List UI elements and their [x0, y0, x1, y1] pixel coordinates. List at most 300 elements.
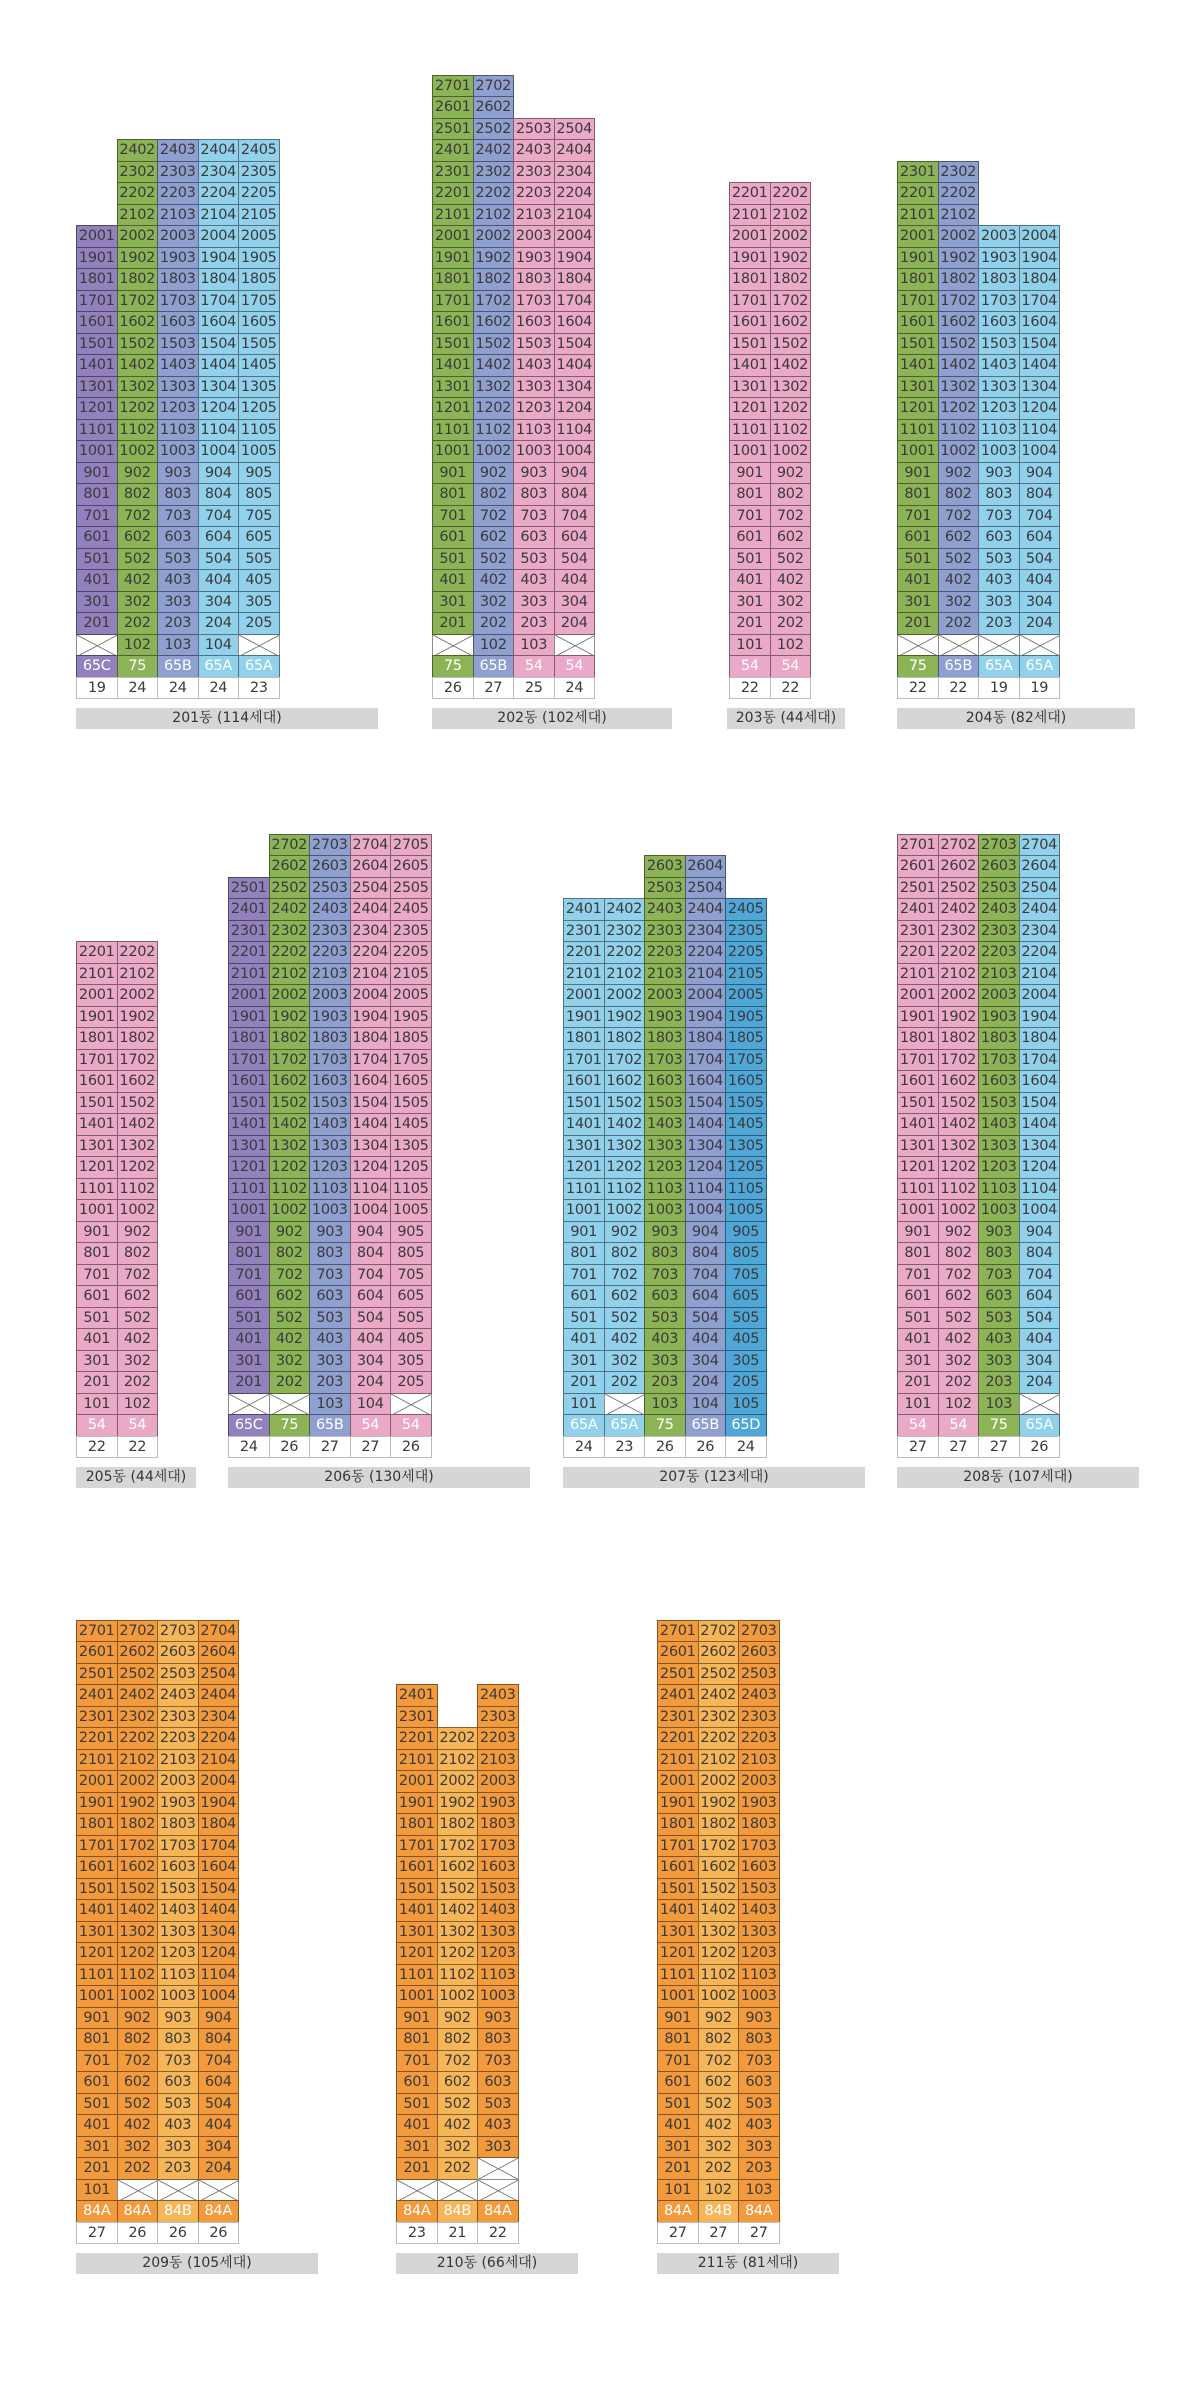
empty-unit — [437, 2179, 479, 2202]
unit-cell: 1205 — [390, 1156, 432, 1179]
unit-cell: 901 — [897, 462, 939, 485]
unit-cell: 2101 — [228, 963, 270, 986]
unit-type-cell: 65C — [228, 1414, 270, 1437]
unit-cell: 201 — [76, 1371, 118, 1394]
unit-cell: 602 — [770, 526, 812, 549]
unit-cell: 604 — [198, 2071, 240, 2094]
unit-cell: 2401 — [76, 1684, 118, 1707]
household-count-cell: 27 — [76, 2222, 118, 2245]
unit-cell: 902 — [698, 2007, 740, 2030]
unit-cell: 1301 — [432, 376, 474, 399]
unit-cell: 2202 — [117, 182, 159, 205]
unit-cell: 1704 — [350, 1049, 392, 1072]
unit-cell: 2301 — [76, 1706, 118, 1729]
unit-cell: 305 — [238, 591, 280, 614]
unit-cell: 1604 — [198, 1856, 240, 1879]
unit-cell: 104 — [198, 634, 240, 657]
unit-cell: 504 — [198, 2093, 240, 2116]
unit-cell: 1602 — [938, 311, 980, 334]
unit-cell: 701 — [76, 2050, 118, 2073]
no-unit-cross-icon — [1020, 1394, 1061, 1416]
household-count-cell: 21 — [437, 2222, 479, 2245]
unit-cell: 601 — [396, 2071, 438, 2094]
unit-cell: 2404 — [1019, 898, 1061, 921]
unit-cell: 1702 — [117, 1049, 159, 1072]
unit-cell: 803 — [309, 1242, 351, 1265]
household-count-cell: 27 — [738, 2222, 780, 2245]
unit-cell: 201 — [76, 612, 118, 635]
unit-cell: 1701 — [897, 290, 939, 313]
unit-cell: 1101 — [657, 1964, 699, 1987]
unit-cell: 2503 — [309, 877, 351, 900]
unit-cell: 1203 — [157, 1942, 199, 1965]
household-count-cell: 26 — [1019, 1436, 1061, 1459]
unit-cell: 905 — [238, 462, 280, 485]
unit-cell: 2102 — [437, 1749, 479, 1772]
unit-cell: 2602 — [698, 1641, 740, 1664]
empty-unit — [157, 2179, 199, 2202]
unit-cell: 2704 — [350, 834, 392, 857]
unit-cell: 301 — [76, 2136, 118, 2159]
unit-cell: 1503 — [157, 333, 199, 356]
unit-cell: 202 — [770, 612, 812, 635]
unit-cell: 1805 — [238, 268, 280, 291]
unit-cell: 1501 — [657, 1878, 699, 1901]
unit-cell: 601 — [76, 2071, 118, 2094]
unit-cell: 1702 — [604, 1049, 646, 1072]
unit-cell: 1202 — [269, 1156, 311, 1179]
unit-cell: 2204 — [554, 182, 596, 205]
unit-cell: 1103 — [513, 419, 555, 442]
unit-cell: 501 — [432, 548, 474, 571]
unit-type-cell: 65A — [978, 655, 1020, 678]
unit-cell: 2602 — [117, 1641, 159, 1664]
unit-cell: 1302 — [117, 1921, 159, 1944]
unit-cell: 2202 — [473, 182, 515, 205]
unit-cell: 503 — [477, 2093, 519, 2116]
unit-cell: 704 — [198, 505, 240, 528]
unit-cell: 1701 — [396, 1835, 438, 1858]
unit-cell: 1903 — [978, 1006, 1020, 1029]
unit-cell: 1202 — [117, 1942, 159, 1965]
unit-cell: 902 — [938, 1221, 980, 1244]
unit-cell: 801 — [76, 2028, 118, 2051]
unit-cell: 502 — [938, 1307, 980, 1330]
unit-cell: 604 — [685, 1285, 727, 1308]
unit-cell: 1904 — [685, 1006, 727, 1029]
unit-cell: 2302 — [117, 161, 159, 184]
unit-cell: 1102 — [117, 419, 159, 442]
unit-cell: 401 — [432, 569, 474, 592]
unit-cell: 404 — [1019, 569, 1061, 592]
unit-cell: 1302 — [437, 1921, 479, 1944]
unit-cell: 303 — [157, 2136, 199, 2159]
unit-cell: 703 — [309, 1264, 351, 1287]
unit-cell: 1303 — [157, 1921, 199, 1944]
unit-cell: 1001 — [897, 440, 939, 463]
unit-cell: 1001 — [76, 1199, 118, 1222]
unit-cell: 1303 — [978, 376, 1020, 399]
unit-cell: 1205 — [725, 1156, 767, 1179]
unit-cell: 1502 — [269, 1092, 311, 1115]
unit-cell: 1402 — [770, 354, 812, 377]
unit-cell: 201 — [897, 612, 939, 635]
unit-cell: 602 — [117, 526, 159, 549]
unit-cell: 2002 — [269, 984, 311, 1007]
unit-cell: 404 — [198, 2114, 240, 2137]
unit-cell: 2201 — [897, 941, 939, 964]
unit-cell: 1902 — [437, 1792, 479, 1815]
unit-cell: 702 — [269, 1264, 311, 1287]
unit-cell: 2001 — [563, 984, 605, 1007]
unit-cell: 2104 — [350, 963, 392, 986]
unit-cell: 901 — [228, 1221, 270, 1244]
unit-cell: 2102 — [770, 204, 812, 227]
unit-cell: 803 — [978, 483, 1020, 506]
unit-cell: 302 — [473, 591, 515, 614]
unit-type-cell: 65A — [1019, 655, 1061, 678]
unit-cell: 1701 — [563, 1049, 605, 1072]
unit-cell: 1303 — [513, 376, 555, 399]
unit-cell: 2603 — [738, 1641, 780, 1664]
unit-cell: 1703 — [978, 290, 1020, 313]
household-count-cell: 22 — [938, 677, 980, 700]
unit-cell: 201 — [228, 1371, 270, 1394]
unit-cell: 1903 — [309, 1006, 351, 1029]
unit-cell: 2604 — [685, 855, 727, 878]
unit-cell: 1503 — [477, 1878, 519, 1901]
no-unit-cross-icon — [270, 1394, 311, 1416]
unit-cell: 704 — [685, 1264, 727, 1287]
unit-cell: 1502 — [437, 1878, 479, 1901]
unit-cell: 2701 — [657, 1620, 699, 1643]
unit-cell: 2104 — [685, 963, 727, 986]
unit-cell: 2002 — [938, 984, 980, 1007]
unit-cell: 1402 — [604, 1113, 646, 1136]
unit-cell: 402 — [117, 2114, 159, 2137]
unit-cell: 1504 — [685, 1092, 727, 1115]
unit-cell: 2601 — [76, 1641, 118, 1664]
unit-cell: 702 — [698, 2050, 740, 2073]
unit-cell: 101 — [76, 2179, 118, 2202]
unit-cell: 602 — [269, 1285, 311, 1308]
unit-cell: 1502 — [117, 333, 159, 356]
unit-cell: 2603 — [309, 855, 351, 878]
unit-cell: 903 — [738, 2007, 780, 2030]
unit-cell: 1904 — [1019, 247, 1061, 270]
unit-cell: 804 — [1019, 1242, 1061, 1265]
unit-cell: 601 — [228, 1285, 270, 1308]
unit-cell: 1802 — [604, 1027, 646, 1050]
unit-cell: 501 — [76, 1307, 118, 1330]
unit-cell: 2403 — [157, 1684, 199, 1707]
unit-cell: 1703 — [157, 1835, 199, 1858]
unit-cell: 1802 — [938, 1027, 980, 1050]
unit-cell: 1605 — [238, 311, 280, 334]
unit-cell: 1502 — [698, 1878, 740, 1901]
unit-cell: 2602 — [269, 855, 311, 878]
unit-cell: 704 — [1019, 505, 1061, 528]
unit-cell: 2604 — [198, 1641, 240, 1664]
unit-cell: 1204 — [554, 397, 596, 420]
unit-cell: 2401 — [228, 898, 270, 921]
unit-cell: 1203 — [309, 1156, 351, 1179]
unit-cell: 2205 — [238, 182, 280, 205]
unit-cell: 2003 — [978, 984, 1020, 1007]
unit-cell: 705 — [238, 505, 280, 528]
unit-cell: 1601 — [897, 311, 939, 334]
unit-cell: 901 — [396, 2007, 438, 2030]
unit-cell: 803 — [644, 1242, 686, 1265]
unit-cell: 2504 — [198, 1663, 240, 1686]
unit-cell: 1202 — [473, 397, 515, 420]
unit-type-cell: 75 — [644, 1414, 686, 1437]
unit-cell: 1403 — [978, 354, 1020, 377]
unit-cell: 2403 — [513, 139, 555, 162]
unit-cell: 2005 — [725, 984, 767, 1007]
unit-cell: 1603 — [157, 311, 199, 334]
unit-cell: 1401 — [76, 1899, 118, 1922]
unit-cell: 601 — [563, 1285, 605, 1308]
unit-cell: 504 — [554, 548, 596, 571]
unit-cell: 1603 — [978, 1070, 1020, 1093]
unit-type-cell: 84A — [738, 2200, 780, 2223]
unit-cell: 2201 — [396, 1727, 438, 1750]
unit-cell: 2503 — [157, 1663, 199, 1686]
unit-cell: 2301 — [396, 1706, 438, 1729]
unit-cell: 2203 — [157, 1727, 199, 1750]
unit-cell: 903 — [477, 2007, 519, 2030]
unit-cell: 701 — [432, 505, 474, 528]
unit-cell: 703 — [157, 2050, 199, 2073]
unit-cell: 1904 — [554, 247, 596, 270]
unit-cell: 2104 — [554, 204, 596, 227]
unit-cell: 1305 — [238, 376, 280, 399]
unit-cell: 304 — [198, 2136, 240, 2159]
unit-cell: 1304 — [198, 1921, 240, 1944]
unit-cell: 1803 — [513, 268, 555, 291]
unit-cell: 1604 — [685, 1070, 727, 1093]
unit-cell: 401 — [897, 569, 939, 592]
unit-cell: 2501 — [657, 1663, 699, 1686]
unit-cell: 402 — [938, 569, 980, 592]
unit-cell: 2304 — [554, 161, 596, 184]
unit-cell: 1202 — [938, 397, 980, 420]
unit-cell: 1902 — [117, 247, 159, 270]
unit-type-cell: 84A — [657, 2200, 699, 2223]
unit-cell: 401 — [76, 569, 118, 592]
unit-cell: 202 — [473, 612, 515, 635]
unit-cell: 804 — [685, 1242, 727, 1265]
unit-cell: 1802 — [473, 268, 515, 291]
unit-cell: 505 — [725, 1307, 767, 1330]
unit-cell: 1401 — [897, 1113, 939, 1136]
unit-cell: 1701 — [76, 1049, 118, 1072]
no-unit-cross-icon — [118, 2180, 159, 2202]
unit-cell: 101 — [563, 1393, 605, 1416]
unit-cell: 1004 — [1019, 440, 1061, 463]
unit-cell: 801 — [563, 1242, 605, 1265]
household-count-cell: 26 — [685, 1436, 727, 1459]
unit-cell: 701 — [897, 505, 939, 528]
no-unit-cross-icon — [229, 1394, 270, 1416]
unit-cell: 1804 — [198, 1813, 240, 1836]
unit-cell: 502 — [117, 548, 159, 571]
unit-cell: 1904 — [1019, 1006, 1061, 1029]
unit-cell: 402 — [269, 1328, 311, 1351]
unit-cell: 702 — [117, 2050, 159, 2073]
unit-cell: 404 — [554, 569, 596, 592]
empty-unit — [477, 2179, 519, 2202]
unit-cell: 1801 — [729, 268, 771, 291]
unit-cell: 702 — [938, 505, 980, 528]
unit-cell: 2501 — [432, 118, 474, 141]
unit-type-cell: 54 — [729, 655, 771, 678]
household-count-cell: 24 — [117, 677, 159, 700]
unit-cell: 1203 — [644, 1156, 686, 1179]
unit-cell: 2402 — [117, 1684, 159, 1707]
unit-cell: 601 — [729, 526, 771, 549]
unit-cell: 1803 — [157, 268, 199, 291]
unit-cell: 604 — [350, 1285, 392, 1308]
unit-cell: 2003 — [477, 1770, 519, 1793]
unit-cell: 2402 — [473, 139, 515, 162]
unit-cell: 2303 — [644, 920, 686, 943]
unit-cell: 1904 — [350, 1006, 392, 1029]
unit-cell: 2302 — [698, 1706, 740, 1729]
unit-cell: 301 — [396, 2136, 438, 2159]
unit-cell: 2102 — [698, 1749, 740, 1772]
household-count-cell: 19 — [978, 677, 1020, 700]
unit-cell: 1202 — [604, 1156, 646, 1179]
unit-cell: 201 — [563, 1371, 605, 1394]
unit-cell: 1901 — [76, 247, 118, 270]
unit-cell: 2701 — [897, 834, 939, 857]
unit-cell: 2305 — [390, 920, 432, 943]
unit-cell: 1902 — [604, 1006, 646, 1029]
unit-cell: 1101 — [76, 1178, 118, 1201]
unit-cell: 603 — [513, 526, 555, 549]
unit-cell: 1004 — [554, 440, 596, 463]
unit-cell: 1702 — [269, 1049, 311, 1072]
empty-unit — [978, 634, 1020, 657]
unit-cell: 1504 — [198, 333, 240, 356]
empty-unit — [554, 634, 596, 657]
unit-cell: 702 — [117, 1264, 159, 1287]
unit-cell: 1201 — [76, 397, 118, 420]
unit-cell: 802 — [938, 1242, 980, 1265]
unit-cell: 801 — [228, 1242, 270, 1265]
unit-cell: 2503 — [978, 877, 1020, 900]
unit-cell: 1501 — [563, 1092, 605, 1115]
unit-cell: 1603 — [978, 311, 1020, 334]
unit-cell: 501 — [897, 1307, 939, 1330]
unit-cell: 2003 — [644, 984, 686, 1007]
unit-cell: 1102 — [269, 1178, 311, 1201]
unit-cell: 1205 — [238, 397, 280, 420]
unit-cell: 2201 — [729, 182, 771, 205]
unit-cell: 1004 — [1019, 1199, 1061, 1222]
household-count-cell: 25 — [513, 677, 555, 700]
unit-cell: 1804 — [1019, 268, 1061, 291]
unit-cell: 1401 — [563, 1113, 605, 1136]
unit-cell: 2202 — [604, 941, 646, 964]
unit-cell: 1203 — [513, 397, 555, 420]
unit-cell: 1202 — [117, 1156, 159, 1179]
unit-cell: 2405 — [238, 139, 280, 162]
unit-cell: 802 — [117, 2028, 159, 2051]
unit-cell: 904 — [1019, 462, 1061, 485]
unit-cell: 2201 — [432, 182, 474, 205]
unit-cell: 401 — [729, 569, 771, 592]
unit-cell: 505 — [390, 1307, 432, 1330]
unit-cell: 1103 — [978, 419, 1020, 442]
unit-cell: 1602 — [117, 1856, 159, 1879]
unit-cell: 1501 — [729, 333, 771, 356]
unit-cell: 1701 — [432, 290, 474, 313]
unit-cell: 2003 — [157, 1770, 199, 1793]
unit-cell: 302 — [938, 591, 980, 614]
no-unit-cross-icon — [555, 635, 596, 657]
unit-cell: 1801 — [432, 268, 474, 291]
unit-cell: 103 — [513, 634, 555, 657]
unit-cell: 1201 — [76, 1942, 118, 1965]
unit-cell: 2203 — [644, 941, 686, 964]
unit-cell: 103 — [738, 2179, 780, 2202]
unit-cell: 1502 — [938, 333, 980, 356]
unit-cell: 2202 — [938, 182, 980, 205]
unit-cell: 2702 — [269, 834, 311, 857]
unit-cell: 1301 — [897, 376, 939, 399]
unit-cell: 1402 — [938, 1113, 980, 1136]
unit-cell: 401 — [657, 2114, 699, 2137]
unit-cell: 1703 — [157, 290, 199, 313]
unit-cell: 102 — [698, 2179, 740, 2202]
unit-cell: 2701 — [76, 1620, 118, 1643]
unit-cell: 2202 — [269, 941, 311, 964]
unit-cell: 2403 — [309, 898, 351, 921]
unit-cell: 2101 — [396, 1749, 438, 1772]
unit-cell: 1403 — [477, 1899, 519, 1922]
unit-cell: 701 — [76, 1264, 118, 1287]
unit-cell: 2402 — [269, 898, 311, 921]
unit-cell: 1601 — [729, 311, 771, 334]
unit-cell: 1002 — [117, 440, 159, 463]
unit-cell: 1302 — [938, 376, 980, 399]
unit-cell: 1704 — [554, 290, 596, 313]
unit-cell: 1602 — [473, 311, 515, 334]
unit-cell: 1905 — [725, 1006, 767, 1029]
household-count-cell: 27 — [698, 2222, 740, 2245]
no-unit-cross-icon — [158, 2180, 199, 2202]
unit-cell: 1601 — [897, 1070, 939, 1093]
unit-cell: 2002 — [437, 1770, 479, 1793]
unit-cell: 1403 — [738, 1899, 780, 1922]
unit-cell: 1901 — [432, 247, 474, 270]
unit-cell: 605 — [238, 526, 280, 549]
unit-cell: 2002 — [117, 984, 159, 1007]
unit-cell: 301 — [657, 2136, 699, 2159]
unit-cell: 1902 — [117, 1006, 159, 1029]
unit-type-cell: 84A — [198, 2200, 240, 2223]
household-count-cell: 22 — [770, 677, 812, 700]
unit-cell: 1505 — [238, 333, 280, 356]
unit-cell: 302 — [437, 2136, 479, 2159]
unit-cell: 601 — [76, 1285, 118, 1308]
unit-cell: 1802 — [698, 1813, 740, 1836]
unit-cell: 1103 — [309, 1178, 351, 1201]
unit-cell: 1402 — [437, 1899, 479, 1922]
